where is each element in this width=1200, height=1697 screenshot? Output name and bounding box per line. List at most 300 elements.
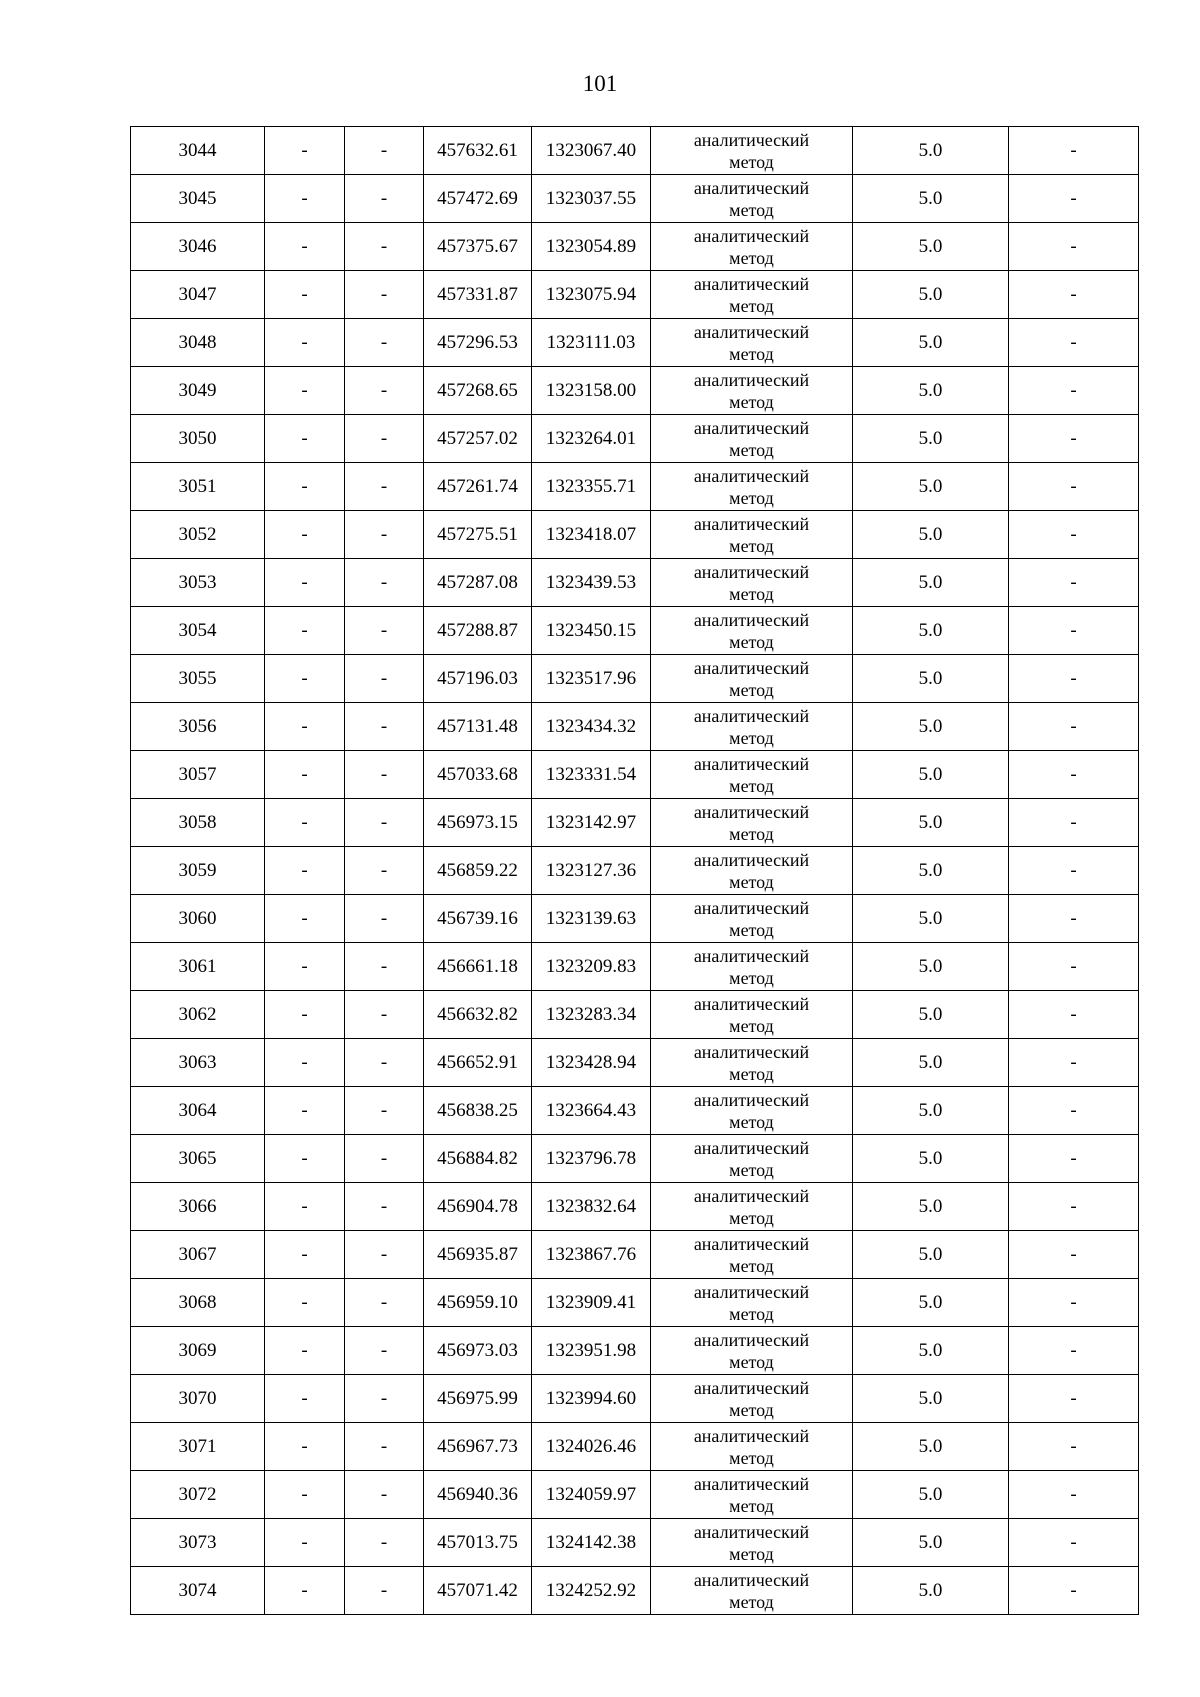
empty-cell: - (1009, 1567, 1139, 1615)
point-number-cell: 3044 (131, 127, 265, 175)
accuracy-cell: 5.0 (853, 127, 1009, 175)
x-coordinate-cell: 457013.75 (424, 1519, 532, 1567)
y-coordinate-cell: 1324026.46 (532, 1423, 651, 1471)
y-coordinate-cell: 1323428.94 (532, 1039, 651, 1087)
method-line-1: аналитический (693, 1041, 810, 1062)
empty-cell: - (1009, 1327, 1139, 1375)
empty-cell: - (1009, 319, 1139, 367)
method-cell (651, 511, 853, 559)
empty-cell: - (1009, 463, 1139, 511)
table-row (131, 367, 1139, 415)
y-coordinate-cell: 1323909.41 (532, 1279, 651, 1327)
empty-cell: - (345, 1039, 424, 1087)
empty-cell: - (345, 415, 424, 463)
method-cell (651, 799, 853, 847)
empty-cell: - (1009, 127, 1139, 175)
x-coordinate-cell: 457196.03 (424, 655, 532, 703)
empty-cell: - (1009, 943, 1139, 991)
method-cell (651, 1327, 853, 1375)
empty-cell: - (265, 1327, 345, 1375)
x-coordinate-cell: 457296.53 (424, 319, 532, 367)
empty-cell: - (265, 1039, 345, 1087)
empty-cell: - (265, 655, 345, 703)
y-coordinate-cell: 1323054.89 (532, 223, 651, 271)
method-line-2: метод (729, 487, 774, 508)
table-row (131, 1279, 1139, 1327)
accuracy-cell: 5.0 (853, 895, 1009, 943)
coordinates-table (130, 126, 1139, 1615)
accuracy-cell: 5.0 (853, 751, 1009, 799)
empty-cell: - (1009, 1087, 1139, 1135)
table-row (131, 1375, 1139, 1423)
table-row (131, 1087, 1139, 1135)
x-coordinate-cell: 456859.22 (424, 847, 532, 895)
accuracy-cell: 5.0 (853, 463, 1009, 511)
point-number-cell: 3070 (131, 1375, 265, 1423)
method-cell (651, 367, 853, 415)
table-row (131, 1567, 1139, 1615)
method-line-1: аналитический (693, 513, 810, 534)
point-number-cell: 3049 (131, 367, 265, 415)
empty-cell: - (1009, 271, 1139, 319)
method-cell (651, 1567, 853, 1615)
accuracy-cell: 5.0 (853, 367, 1009, 415)
method-cell (651, 175, 853, 223)
point-number-cell: 3053 (131, 559, 265, 607)
y-coordinate-cell: 1323951.98 (532, 1327, 651, 1375)
method-line-2: метод (729, 583, 774, 604)
table-row (131, 991, 1139, 1039)
empty-cell: - (265, 367, 345, 415)
method-line-1: аналитический (693, 801, 810, 822)
point-number-cell: 3063 (131, 1039, 265, 1087)
point-number-cell: 3057 (131, 751, 265, 799)
empty-cell: - (265, 271, 345, 319)
method-cell (651, 271, 853, 319)
x-coordinate-cell: 456967.73 (424, 1423, 532, 1471)
empty-cell: - (1009, 655, 1139, 703)
empty-cell: - (345, 847, 424, 895)
accuracy-cell: 5.0 (853, 1135, 1009, 1183)
empty-cell: - (265, 1519, 345, 1567)
method-line-1: аналитический (693, 1137, 810, 1158)
empty-cell: - (265, 1567, 345, 1615)
empty-cell: - (1009, 415, 1139, 463)
method-line-1: аналитический (693, 1569, 810, 1590)
accuracy-cell: 5.0 (853, 1519, 1009, 1567)
empty-cell: - (265, 1279, 345, 1327)
method-line-1: аналитический (693, 417, 810, 438)
empty-cell: - (1009, 1039, 1139, 1087)
method-line-2: метод (729, 919, 774, 940)
point-number-cell: 3066 (131, 1183, 265, 1231)
empty-cell: - (1009, 847, 1139, 895)
empty-cell: - (265, 223, 345, 271)
method-cell (651, 1039, 853, 1087)
point-number-cell: 3068 (131, 1279, 265, 1327)
method-cell (651, 127, 853, 175)
x-coordinate-cell: 457033.68 (424, 751, 532, 799)
table-body (131, 127, 1139, 1615)
empty-cell: - (345, 319, 424, 367)
x-coordinate-cell: 456959.10 (424, 1279, 532, 1327)
accuracy-cell: 5.0 (853, 223, 1009, 271)
accuracy-cell: 5.0 (853, 1087, 1009, 1135)
x-coordinate-cell: 457131.48 (424, 703, 532, 751)
y-coordinate-cell: 1323994.60 (532, 1375, 651, 1423)
x-coordinate-cell: 457375.67 (424, 223, 532, 271)
y-coordinate-cell: 1323331.54 (532, 751, 651, 799)
table-row (131, 847, 1139, 895)
method-line-2: метод (729, 631, 774, 652)
table-row (131, 751, 1139, 799)
empty-cell: - (345, 223, 424, 271)
accuracy-cell: 5.0 (853, 1039, 1009, 1087)
table-row (131, 1183, 1139, 1231)
accuracy-cell: 5.0 (853, 1375, 1009, 1423)
method-line-2: метод (729, 1255, 774, 1276)
y-coordinate-cell: 1323664.43 (532, 1087, 651, 1135)
empty-cell: - (345, 655, 424, 703)
point-number-cell: 3052 (131, 511, 265, 559)
empty-cell: - (265, 319, 345, 367)
empty-cell: - (265, 127, 345, 175)
point-number-cell: 3055 (131, 655, 265, 703)
empty-cell: - (1009, 367, 1139, 415)
method-line-1: аналитический (693, 225, 810, 246)
method-line-1: аналитический (693, 273, 810, 294)
accuracy-cell: 5.0 (853, 1423, 1009, 1471)
method-line-1: аналитический (693, 561, 810, 582)
point-number-cell: 3064 (131, 1087, 265, 1135)
y-coordinate-cell: 1323439.53 (532, 559, 651, 607)
empty-cell: - (265, 895, 345, 943)
point-number-cell: 3061 (131, 943, 265, 991)
table-row (131, 607, 1139, 655)
accuracy-cell: 5.0 (853, 1231, 1009, 1279)
x-coordinate-cell: 457288.87 (424, 607, 532, 655)
method-cell (651, 655, 853, 703)
method-cell (651, 1231, 853, 1279)
y-coordinate-cell: 1324059.97 (532, 1471, 651, 1519)
empty-cell: - (345, 559, 424, 607)
method-line-2: метод (729, 1207, 774, 1228)
table-row (131, 1231, 1139, 1279)
method-cell (651, 607, 853, 655)
x-coordinate-cell: 457257.02 (424, 415, 532, 463)
x-coordinate-cell: 457331.87 (424, 271, 532, 319)
table-row (131, 655, 1139, 703)
method-line-2: метод (729, 871, 774, 892)
point-number-cell: 3059 (131, 847, 265, 895)
empty-cell: - (265, 463, 345, 511)
table-row (131, 1135, 1139, 1183)
empty-cell: - (345, 1279, 424, 1327)
method-line-2: метод (729, 1015, 774, 1036)
empty-cell: - (345, 175, 424, 223)
method-line-2: метод (729, 535, 774, 556)
empty-cell: - (1009, 1471, 1139, 1519)
empty-cell: - (265, 175, 345, 223)
y-coordinate-cell: 1323264.01 (532, 415, 651, 463)
x-coordinate-cell: 457472.69 (424, 175, 532, 223)
empty-cell: - (345, 943, 424, 991)
y-coordinate-cell: 1324142.38 (532, 1519, 651, 1567)
y-coordinate-cell: 1323867.76 (532, 1231, 651, 1279)
x-coordinate-cell: 456739.16 (424, 895, 532, 943)
y-coordinate-cell: 1323158.00 (532, 367, 651, 415)
accuracy-cell: 5.0 (853, 1471, 1009, 1519)
method-line-2: метод (729, 1063, 774, 1084)
method-cell (651, 1135, 853, 1183)
accuracy-cell: 5.0 (853, 175, 1009, 223)
table-row (131, 703, 1139, 751)
empty-cell: - (1009, 1279, 1139, 1327)
method-line-2: метод (729, 823, 774, 844)
point-number-cell: 3046 (131, 223, 265, 271)
empty-cell: - (345, 751, 424, 799)
accuracy-cell: 5.0 (853, 271, 1009, 319)
method-line-1: аналитический (693, 465, 810, 486)
empty-cell: - (345, 511, 424, 559)
method-line-2: метод (729, 1591, 774, 1612)
method-cell (651, 703, 853, 751)
method-cell (651, 751, 853, 799)
method-line-2: метод (729, 439, 774, 460)
empty-cell: - (345, 127, 424, 175)
table-row (131, 175, 1139, 223)
method-cell (651, 1423, 853, 1471)
table-row (131, 1423, 1139, 1471)
empty-cell: - (345, 1135, 424, 1183)
empty-cell: - (265, 1087, 345, 1135)
empty-cell: - (345, 703, 424, 751)
empty-cell: - (345, 1231, 424, 1279)
empty-cell: - (345, 1183, 424, 1231)
accuracy-cell: 5.0 (853, 559, 1009, 607)
point-number-cell: 3054 (131, 607, 265, 655)
empty-cell: - (345, 1519, 424, 1567)
y-coordinate-cell: 1323075.94 (532, 271, 651, 319)
method-line-1: аналитический (693, 657, 810, 678)
method-cell (651, 1375, 853, 1423)
point-number-cell: 3071 (131, 1423, 265, 1471)
x-coordinate-cell: 456973.03 (424, 1327, 532, 1375)
method-cell (651, 559, 853, 607)
table-row (131, 463, 1139, 511)
table-row (131, 1519, 1139, 1567)
method-line-2: метод (729, 1447, 774, 1468)
empty-cell: - (345, 895, 424, 943)
empty-cell: - (345, 367, 424, 415)
table-row (131, 415, 1139, 463)
accuracy-cell: 5.0 (853, 655, 1009, 703)
point-number-cell: 3048 (131, 319, 265, 367)
empty-cell: - (345, 1327, 424, 1375)
empty-cell: - (345, 1471, 424, 1519)
x-coordinate-cell: 456838.25 (424, 1087, 532, 1135)
empty-cell: - (345, 607, 424, 655)
x-coordinate-cell: 457287.08 (424, 559, 532, 607)
method-line-2: метод (729, 1351, 774, 1372)
accuracy-cell: 5.0 (853, 991, 1009, 1039)
table-row (131, 127, 1139, 175)
method-cell (651, 895, 853, 943)
point-number-cell: 3050 (131, 415, 265, 463)
method-cell (651, 223, 853, 271)
method-line-2: метод (729, 151, 774, 172)
y-coordinate-cell: 1323355.71 (532, 463, 651, 511)
point-number-cell: 3065 (131, 1135, 265, 1183)
table-row (131, 559, 1139, 607)
method-line-1: аналитический (693, 849, 810, 870)
empty-cell: - (1009, 1375, 1139, 1423)
empty-cell: - (265, 991, 345, 1039)
empty-cell: - (265, 943, 345, 991)
point-number-cell: 3047 (131, 271, 265, 319)
accuracy-cell: 5.0 (853, 607, 1009, 655)
method-cell (651, 1087, 853, 1135)
empty-cell: - (345, 1423, 424, 1471)
point-number-cell: 3073 (131, 1519, 265, 1567)
method-line-1: аналитический (693, 177, 810, 198)
empty-cell: - (265, 1183, 345, 1231)
empty-cell: - (1009, 559, 1139, 607)
empty-cell: - (265, 559, 345, 607)
empty-cell: - (1009, 895, 1139, 943)
method-line-2: метод (729, 679, 774, 700)
point-number-cell: 3060 (131, 895, 265, 943)
empty-cell: - (1009, 991, 1139, 1039)
empty-cell: - (1009, 1183, 1139, 1231)
y-coordinate-cell: 1323434.32 (532, 703, 651, 751)
empty-cell: - (265, 607, 345, 655)
method-line-1: аналитический (693, 1521, 810, 1542)
point-number-cell: 3045 (131, 175, 265, 223)
y-coordinate-cell: 1323832.64 (532, 1183, 651, 1231)
accuracy-cell: 5.0 (853, 1279, 1009, 1327)
point-number-cell: 3056 (131, 703, 265, 751)
empty-cell: - (265, 751, 345, 799)
table-row (131, 1471, 1139, 1519)
method-line-2: метод (729, 247, 774, 268)
method-line-1: аналитический (693, 1473, 810, 1494)
method-line-1: аналитический (693, 1281, 810, 1302)
x-coordinate-cell: 456973.15 (424, 799, 532, 847)
empty-cell: - (265, 1135, 345, 1183)
empty-cell: - (265, 799, 345, 847)
accuracy-cell: 5.0 (853, 847, 1009, 895)
x-coordinate-cell: 457275.51 (424, 511, 532, 559)
method-cell (651, 1279, 853, 1327)
method-cell (651, 415, 853, 463)
method-line-2: метод (729, 391, 774, 412)
empty-cell: - (345, 1375, 424, 1423)
x-coordinate-cell: 456661.18 (424, 943, 532, 991)
accuracy-cell: 5.0 (853, 511, 1009, 559)
method-line-1: аналитический (693, 1329, 810, 1350)
empty-cell: - (1009, 223, 1139, 271)
empty-cell: - (1009, 1135, 1139, 1183)
accuracy-cell: 5.0 (853, 1567, 1009, 1615)
method-line-2: метод (729, 1399, 774, 1420)
table-row (131, 319, 1139, 367)
x-coordinate-cell: 456632.82 (424, 991, 532, 1039)
method-cell (651, 463, 853, 511)
accuracy-cell: 5.0 (853, 1327, 1009, 1375)
accuracy-cell: 5.0 (853, 319, 1009, 367)
method-line-2: метод (729, 1159, 774, 1180)
y-coordinate-cell: 1323067.40 (532, 127, 651, 175)
point-number-cell: 3067 (131, 1231, 265, 1279)
method-cell (651, 943, 853, 991)
x-coordinate-cell: 456940.36 (424, 1471, 532, 1519)
accuracy-cell: 5.0 (853, 1183, 1009, 1231)
method-line-1: аналитический (693, 1377, 810, 1398)
empty-cell: - (345, 271, 424, 319)
method-cell (651, 1519, 853, 1567)
method-cell (651, 319, 853, 367)
method-cell (651, 1471, 853, 1519)
empty-cell: - (345, 463, 424, 511)
x-coordinate-cell: 456975.99 (424, 1375, 532, 1423)
empty-cell: - (1009, 511, 1139, 559)
table-row (131, 1039, 1139, 1087)
x-coordinate-cell: 456884.82 (424, 1135, 532, 1183)
y-coordinate-cell: 1323283.34 (532, 991, 651, 1039)
point-number-cell: 3062 (131, 991, 265, 1039)
method-line-1: аналитический (693, 609, 810, 630)
empty-cell: - (265, 1375, 345, 1423)
point-number-cell: 3051 (131, 463, 265, 511)
method-line-2: метод (729, 1495, 774, 1516)
method-line-2: метод (729, 727, 774, 748)
y-coordinate-cell: 1323796.78 (532, 1135, 651, 1183)
empty-cell: - (1009, 751, 1139, 799)
table-row (131, 1327, 1139, 1375)
method-cell (651, 991, 853, 1039)
x-coordinate-cell: 457632.61 (424, 127, 532, 175)
empty-cell: - (1009, 703, 1139, 751)
table-row (131, 943, 1139, 991)
method-line-1: аналитический (693, 1089, 810, 1110)
y-coordinate-cell: 1323139.63 (532, 895, 651, 943)
empty-cell: - (265, 703, 345, 751)
accuracy-cell: 5.0 (853, 415, 1009, 463)
empty-cell: - (265, 1231, 345, 1279)
table-row (131, 511, 1139, 559)
point-number-cell: 3058 (131, 799, 265, 847)
method-line-1: аналитический (693, 1425, 810, 1446)
method-line-1: аналитический (693, 945, 810, 966)
x-coordinate-cell: 456904.78 (424, 1183, 532, 1231)
method-line-2: метод (729, 775, 774, 796)
method-line-2: метод (729, 1111, 774, 1132)
empty-cell: - (1009, 1519, 1139, 1567)
empty-cell: - (1009, 1231, 1139, 1279)
method-cell (651, 1183, 853, 1231)
method-line-1: аналитический (693, 369, 810, 390)
method-line-2: метод (729, 1303, 774, 1324)
method-line-1: аналитический (693, 753, 810, 774)
method-line-1: аналитический (693, 897, 810, 918)
empty-cell: - (265, 511, 345, 559)
empty-cell: - (345, 1567, 424, 1615)
empty-cell: - (265, 847, 345, 895)
empty-cell: - (265, 1423, 345, 1471)
empty-cell: - (1009, 175, 1139, 223)
x-coordinate-cell: 457071.42 (424, 1567, 532, 1615)
